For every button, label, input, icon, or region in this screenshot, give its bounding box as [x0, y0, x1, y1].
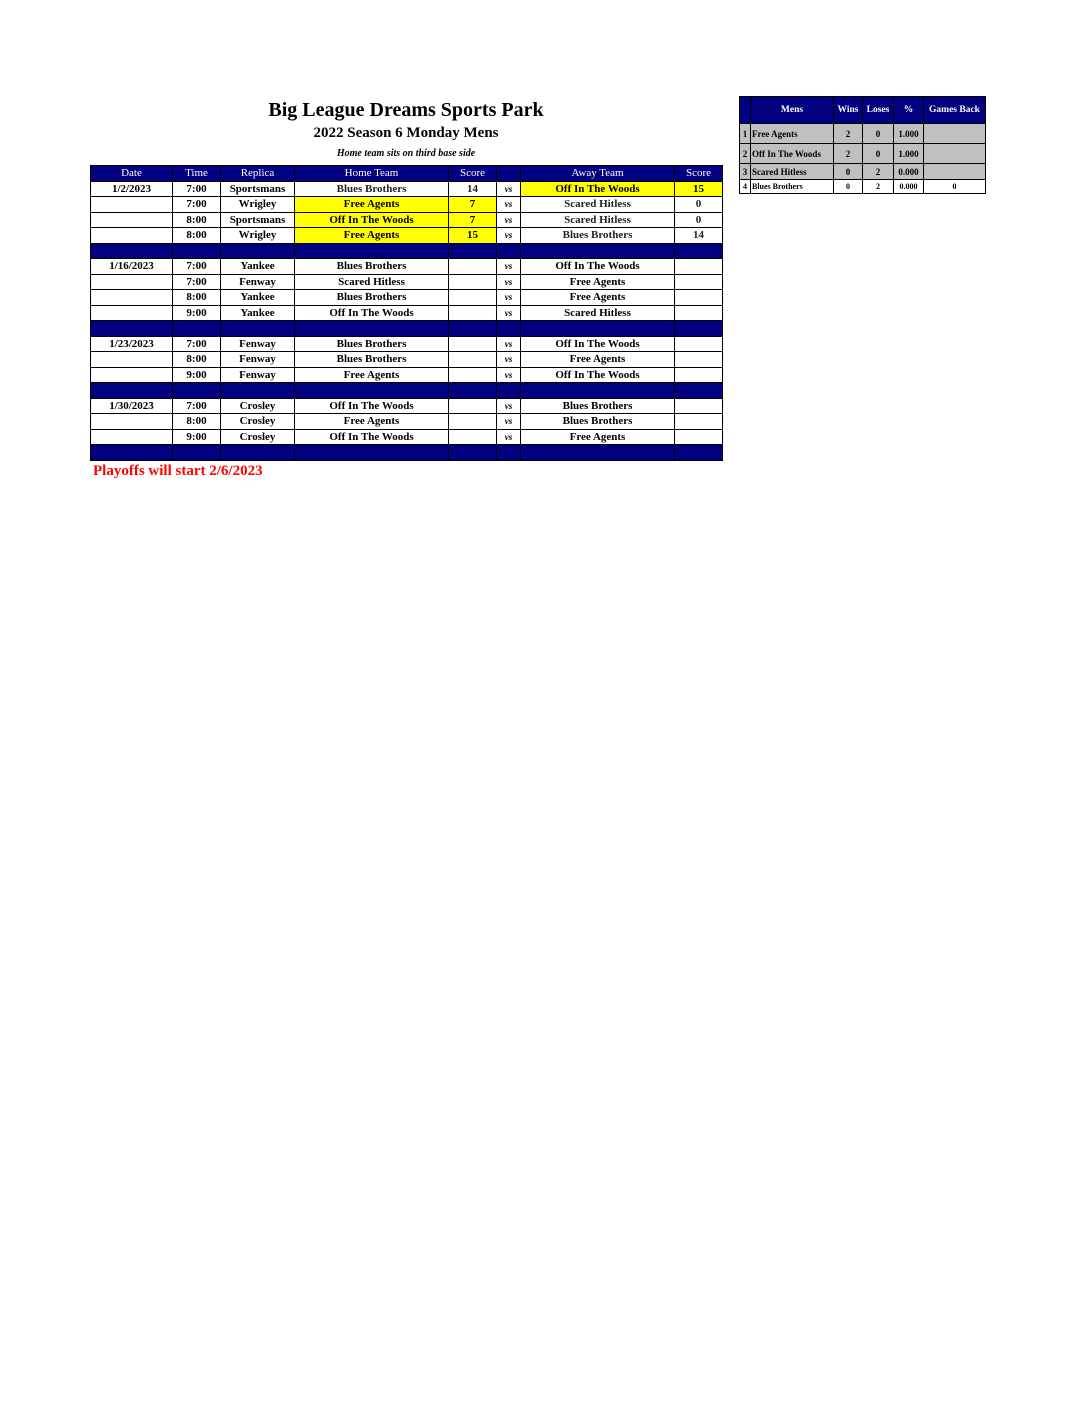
game-time: 7:00: [173, 274, 221, 290]
table-row: [91, 414, 723, 430]
game-field: Crosley: [221, 429, 295, 445]
game-field: Fenway: [221, 367, 295, 383]
rank: 3: [740, 164, 751, 180]
table-row: [91, 212, 723, 228]
schedule-table: [90, 165, 723, 461]
game-date: [91, 367, 173, 383]
home-team: Off In The Woods: [295, 305, 449, 321]
vs-label: vs: [497, 274, 521, 290]
page-title: Big League Dreams Sports Park: [268, 99, 544, 121]
game-field: Yankee: [221, 290, 295, 306]
away-team: Blues Brothers: [521, 414, 675, 430]
games-back: [924, 124, 986, 144]
home-team-winner: Free Agents: [295, 228, 449, 244]
vs-label: vs: [497, 367, 521, 383]
col-vs: [497, 166, 521, 182]
game-date: [91, 414, 173, 430]
away-team-winner: Off In The Woods: [521, 181, 675, 197]
season-subtitle: 2022 Season 6 Monday Mens: [313, 125, 499, 141]
vs-label: vs: [497, 305, 521, 321]
home-score: 14: [449, 181, 497, 197]
away-score: 14: [675, 228, 723, 244]
away-team: Free Agents: [521, 290, 675, 306]
game-field: Fenway: [221, 274, 295, 290]
game-date: [91, 352, 173, 368]
away-team: Free Agents: [521, 429, 675, 445]
table-row: [91, 274, 723, 290]
game-date: 1/16/2023: [91, 259, 173, 275]
home-score: [449, 414, 497, 430]
home-team: Free Agents: [295, 367, 449, 383]
col-date: Date: [91, 166, 173, 182]
game-time: 8:00: [173, 212, 221, 228]
home-team: Blues Brothers: [295, 336, 449, 352]
away-team: Scared Hitless: [521, 305, 675, 321]
wins: 2: [834, 124, 863, 144]
win-pct: 0.000: [894, 164, 924, 180]
vs-label: vs: [497, 336, 521, 352]
home-team: Blues Brothers: [295, 181, 449, 197]
away-team: Off In The Woods: [521, 259, 675, 275]
home-score: [449, 274, 497, 290]
vs-label: vs: [497, 290, 521, 306]
away-team: Off In The Woods: [521, 336, 675, 352]
table-row: [91, 429, 723, 445]
away-score: [675, 367, 723, 383]
table-row: [91, 336, 723, 352]
away-score: [675, 352, 723, 368]
table-row: [91, 181, 723, 197]
home-score: [449, 429, 497, 445]
standings-row: [740, 124, 986, 144]
away-score: [675, 290, 723, 306]
game-date: [91, 228, 173, 244]
col-mens: Mens: [751, 97, 834, 124]
game-date: 1/23/2023: [91, 336, 173, 352]
table-row: [91, 259, 723, 275]
game-date: [91, 305, 173, 321]
game-field: Yankee: [221, 305, 295, 321]
table-row: [91, 352, 723, 368]
col-rank: [740, 97, 751, 124]
game-time: 8:00: [173, 414, 221, 430]
game-field: Yankee: [221, 259, 295, 275]
game-field: Crosley: [221, 398, 295, 414]
game-time: 7:00: [173, 181, 221, 197]
away-score: [675, 274, 723, 290]
home-team: Blues Brothers: [295, 290, 449, 306]
table-row: [91, 290, 723, 306]
home-score: [449, 352, 497, 368]
home-team: Free Agents: [295, 414, 449, 430]
game-field: Sportsmans: [221, 181, 295, 197]
away-score: [675, 414, 723, 430]
win-pct: 1.000: [894, 144, 924, 164]
team-name: Scared Hitless: [751, 164, 834, 180]
wins: 0: [834, 164, 863, 180]
game-field: Fenway: [221, 352, 295, 368]
away-score: 0: [675, 197, 723, 213]
game-date: 1/30/2023: [91, 398, 173, 414]
col-home-score: Score: [449, 166, 497, 182]
col-pct: %: [894, 97, 924, 124]
vs-label: vs: [497, 429, 521, 445]
win-pct: 1.000: [894, 124, 924, 144]
game-date: 1/2/2023: [91, 181, 173, 197]
vs-label: vs: [497, 352, 521, 368]
away-team: Blues Brothers: [521, 398, 675, 414]
game-time: 7:00: [173, 398, 221, 414]
game-field: Fenway: [221, 336, 295, 352]
table-row: [91, 197, 723, 213]
col-games-back: Games Back: [924, 97, 986, 124]
home-score: [449, 290, 497, 306]
away-score-winner: 15: [675, 181, 723, 197]
standings-header-row: [740, 97, 986, 124]
game-time: 9:00: [173, 429, 221, 445]
week-separator: [91, 383, 723, 399]
table-row: [91, 398, 723, 414]
week-separator: [91, 243, 723, 259]
away-score: 0: [675, 212, 723, 228]
win-pct: 0.000: [894, 180, 924, 194]
game-date: [91, 274, 173, 290]
table-row: [91, 228, 723, 244]
away-score: [675, 336, 723, 352]
home-team: Blues Brothers: [295, 259, 449, 275]
col-wins: Wins: [834, 97, 863, 124]
team-name: Free Agents: [751, 124, 834, 144]
table-row: [91, 305, 723, 321]
schedule-header-row: [91, 166, 723, 182]
rank: 1: [740, 124, 751, 144]
home-team-winner: Free Agents: [295, 197, 449, 213]
game-date: [91, 290, 173, 306]
team-name: Off In The Woods: [751, 144, 834, 164]
away-score: [675, 259, 723, 275]
week-separator: [91, 321, 723, 337]
standings-row: [740, 180, 986, 194]
standings-table: [739, 96, 986, 194]
games-back: 0: [924, 180, 986, 194]
vs-label: vs: [497, 414, 521, 430]
col-replica: Replica: [221, 166, 295, 182]
home-score: [449, 367, 497, 383]
game-field: Crosley: [221, 414, 295, 430]
rank: 4: [740, 180, 751, 194]
vs-label: vs: [497, 228, 521, 244]
wins: 0: [834, 180, 863, 194]
game-date: [91, 429, 173, 445]
game-date: [91, 197, 173, 213]
game-field: Sportsmans: [221, 212, 295, 228]
table-row: [91, 367, 723, 383]
vs-label: vs: [497, 398, 521, 414]
away-score: [675, 429, 723, 445]
game-date: [91, 212, 173, 228]
away-team: Free Agents: [521, 352, 675, 368]
home-team: Blues Brothers: [295, 352, 449, 368]
home-score: [449, 305, 497, 321]
loses: 2: [863, 164, 894, 180]
away-team: Scared Hitless: [521, 212, 675, 228]
away-score: [675, 398, 723, 414]
game-time: 9:00: [173, 305, 221, 321]
home-score-winner: 7: [449, 212, 497, 228]
game-time: 8:00: [173, 228, 221, 244]
home-score: [449, 259, 497, 275]
vs-label: vs: [497, 259, 521, 275]
col-home-team: Home Team: [295, 166, 449, 182]
home-score-winner: 15: [449, 228, 497, 244]
team-name: Blues Brothers: [751, 180, 834, 194]
rank: 2: [740, 144, 751, 164]
home-score: [449, 336, 497, 352]
away-team: Free Agents: [521, 274, 675, 290]
vs-label: vs: [497, 212, 521, 228]
col-time: Time: [173, 166, 221, 182]
col-away-score: Score: [675, 166, 723, 182]
playoffs-notice: Playoffs will start 2/6/2023: [93, 463, 263, 479]
home-team-note: Home team sits on third base side: [336, 148, 476, 159]
home-team: Scared Hitless: [295, 274, 449, 290]
away-score: [675, 305, 723, 321]
game-time: 9:00: [173, 367, 221, 383]
game-field: Wrigley: [221, 228, 295, 244]
game-field: Wrigley: [221, 197, 295, 213]
away-team: Off In The Woods: [521, 367, 675, 383]
col-loses: Loses: [863, 97, 894, 124]
home-team: Off In The Woods: [295, 429, 449, 445]
standings-row: [740, 164, 986, 180]
loses: 2: [863, 180, 894, 194]
game-time: 7:00: [173, 336, 221, 352]
home-team-winner: Off In The Woods: [295, 212, 449, 228]
games-back: [924, 144, 986, 164]
week-separator: [91, 445, 723, 461]
wins: 2: [834, 144, 863, 164]
game-time: 8:00: [173, 352, 221, 368]
games-back: [924, 164, 986, 180]
vs-label: vs: [497, 197, 521, 213]
loses: 0: [863, 124, 894, 144]
vs-label: vs: [497, 181, 521, 197]
col-away-team: Away Team: [521, 166, 675, 182]
standings-row: [740, 144, 986, 164]
home-score-winner: 7: [449, 197, 497, 213]
home-team: Off In The Woods: [295, 398, 449, 414]
game-time: 7:00: [173, 197, 221, 213]
away-team: Scared Hitless: [521, 197, 675, 213]
game-time: 7:00: [173, 259, 221, 275]
home-score: [449, 398, 497, 414]
game-time: 8:00: [173, 290, 221, 306]
loses: 0: [863, 144, 894, 164]
away-team: Blues Brothers: [521, 228, 675, 244]
